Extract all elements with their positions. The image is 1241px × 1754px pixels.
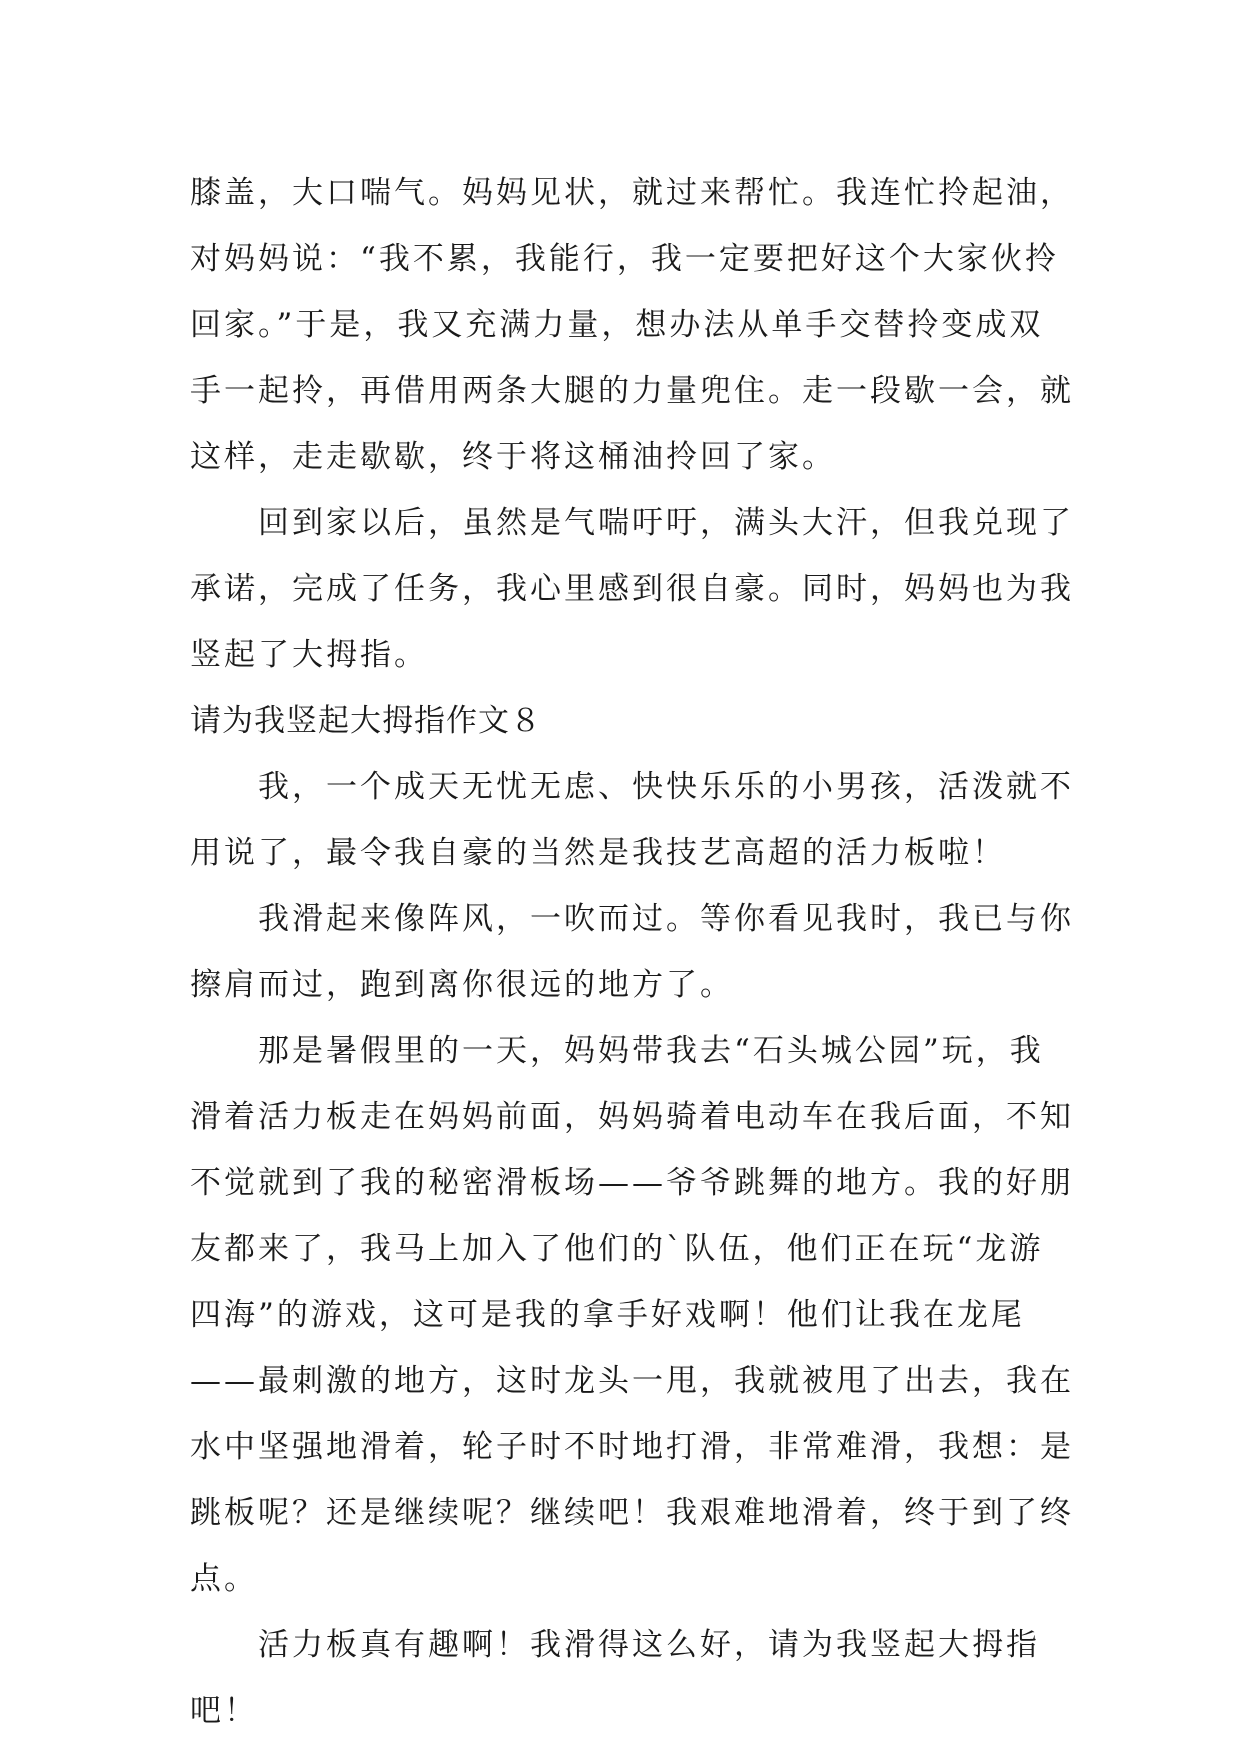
text-line: 回到家以后，虽然是气喘吁吁，满头大汗，但我兑现了 — [258, 505, 1074, 541]
paragraph — [190, 1612, 1070, 1744]
text-line: 点。 — [190, 1561, 258, 1597]
text-line: 用说了，最令我自豪的当然是我技艺高超的活力板啦！ — [190, 835, 1006, 871]
paragraph — [190, 886, 1074, 1018]
heading-text: 请为我竖起大拇指作文８ — [190, 703, 542, 739]
text-line: 友都来了，我马上加入了他们的`队伍，他们正在玩“龙游 — [190, 1231, 1044, 1267]
text-line: 对妈妈说：“我不累，我能行，我一定要把好这个大家伙拎 — [190, 241, 1059, 277]
text-line: 我，一个成天无忧无虑、快快乐乐的小男孩，活泼就不 — [258, 769, 1074, 805]
text-line: 擦肩而过，跑到离你很远的地方了。 — [190, 967, 734, 1003]
text-line: 这样，走走歇歇，终于将这桶油拎回了家。 — [190, 439, 836, 475]
text-line: 膝盖，大口喘气。妈妈见状，就过来帮忙。我连忙拎起油， — [190, 175, 1074, 211]
document-body — [190, 160, 1074, 1744]
text-line: 回家。”于是，我又充满力量，想办法从单手交替拎变成双 — [190, 307, 1044, 343]
paragraph — [190, 160, 1074, 490]
text-line: 承诺，完成了任务，我心里感到很自豪。同时，妈妈也为我 — [190, 571, 1074, 607]
text-line: 活力板真有趣啊！我滑得这么好，请为我竖起大拇指 — [258, 1627, 1040, 1663]
paragraph — [190, 754, 1074, 886]
text-line: 四海”的游戏，这可是我的拿手好戏啊！他们让我在龙尾 — [190, 1297, 1025, 1333]
text-line: 水中坚强地滑着，轮子时不时地打滑，非常难滑，我想：是 — [190, 1429, 1074, 1465]
text-line: 手一起拎，再借用两条大腿的力量兜住。走一段歇一会，就 — [190, 373, 1074, 409]
paragraph — [190, 490, 1074, 688]
text-line: 吧！ — [190, 1693, 258, 1729]
text-line: 竖起了大拇指。 — [190, 637, 428, 673]
text-line: 跳板呢？还是继续呢？继续吧！我艰难地滑着，终于到了终 — [190, 1495, 1074, 1531]
text-line: 不觉就到了我的秘密滑板场——爷爷跳舞的地方。我的好朋 — [190, 1165, 1074, 1201]
text-line: 那是暑假里的一天，妈妈带我去“石头城公园”玩，我 — [258, 1033, 1044, 1069]
text-line: 我滑起来像阵风，一吹而过。等你看见我时，我已与你 — [258, 901, 1074, 937]
section-heading — [190, 688, 1070, 754]
text-line: ——最刺激的地方，这时龙头一甩，我就被甩了出去，我在 — [190, 1363, 1074, 1399]
paragraph — [190, 1018, 1074, 1612]
text-line: 滑着活力板走在妈妈前面，妈妈骑着电动车在我后面，不知 — [190, 1099, 1074, 1135]
